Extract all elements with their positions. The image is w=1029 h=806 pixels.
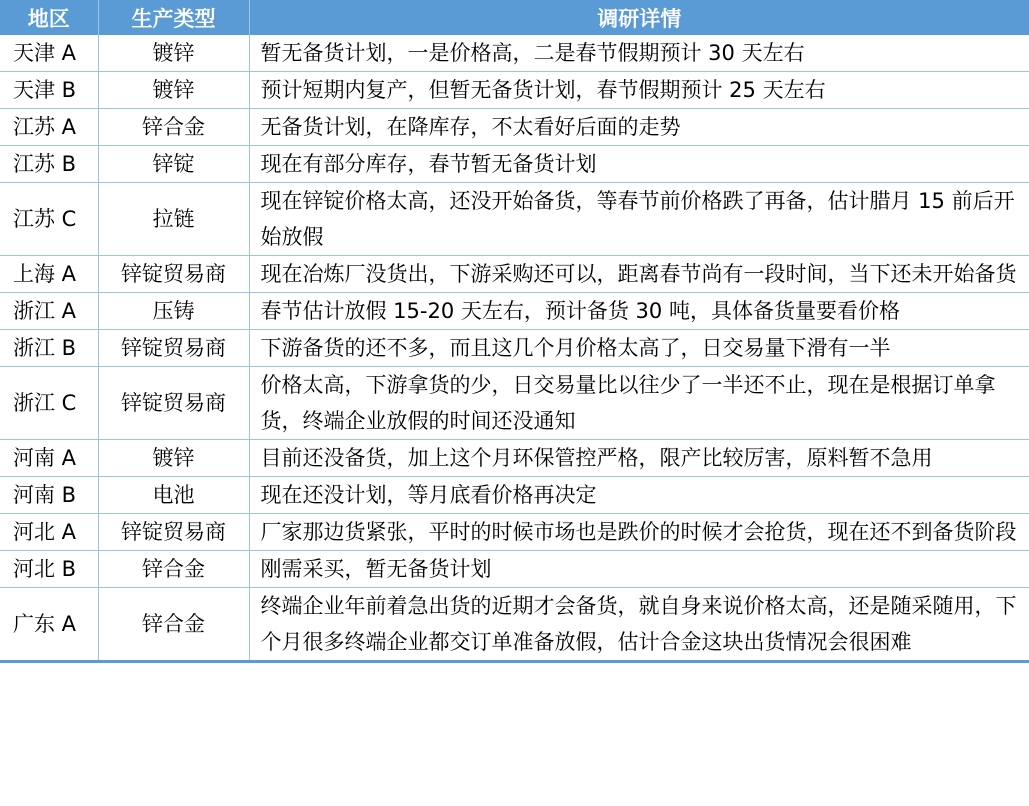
table-row (0, 35, 1029, 72)
header-region: 地区 (0, 0, 98, 35)
table-row (0, 330, 1029, 367)
table-row (0, 256, 1029, 293)
region-cell: 上海 A (0, 256, 98, 293)
type-cell: 锌合金 (98, 551, 249, 588)
details-cell: 无备货计划，在降库存，不太看好后面的走势 (249, 109, 1029, 146)
table-row (0, 109, 1029, 146)
header-production-type: 生产类型 (98, 0, 249, 35)
region-cell: 浙江 B (0, 330, 98, 367)
table-row (0, 183, 1029, 256)
type-cell: 锌锭贸易商 (98, 330, 249, 367)
region-cell: 天津 A (0, 35, 98, 72)
region-cell: 江苏 B (0, 146, 98, 183)
details-cell: 刚需采买，暂无备货计划 (249, 551, 1029, 588)
region-cell: 浙江 A (0, 293, 98, 330)
type-cell: 锌锭贸易商 (98, 256, 249, 293)
table-row (0, 440, 1029, 477)
details-cell: 春节估计放假 15-20 天左右，预计备货 30 吨，具体备货量要看价格 (249, 293, 1029, 330)
region-cell: 河北 A (0, 514, 98, 551)
table-row (0, 551, 1029, 588)
region-cell: 河南 B (0, 477, 98, 514)
type-cell: 锌锭 (98, 146, 249, 183)
table-row (0, 146, 1029, 183)
type-cell: 电池 (98, 477, 249, 514)
table-row (0, 514, 1029, 551)
region-cell: 广东 A (0, 588, 98, 662)
details-cell: 终端企业年前着急出货的近期才会备货，就自身来说价格太高，还是随采随用，下个月很多终端企业都交订单准备放假，估计合金这块出货情况会很困难 (249, 588, 1029, 662)
table-body (0, 35, 1029, 662)
region-cell: 河南 A (0, 440, 98, 477)
type-cell: 锌合金 (98, 109, 249, 146)
header-survey-details: 调研详情 (249, 0, 1029, 35)
details-cell: 现在冶炼厂没货出，下游采购还可以，距离春节尚有一段时间，当下还未开始备货 (249, 256, 1029, 293)
table-row (0, 293, 1029, 330)
table-row (0, 72, 1029, 109)
region-cell: 浙江 C (0, 367, 98, 440)
details-cell: 现在还没计划，等月底看价格再决定 (249, 477, 1029, 514)
details-cell: 厂家那边货紧张，平时的时候市场也是跌价的时候才会抢货，现在还不到备货阶段 (249, 514, 1029, 551)
details-cell: 现在有部分库存，春节暂无备货计划 (249, 146, 1029, 183)
region-cell: 河北 B (0, 551, 98, 588)
region-cell: 江苏 C (0, 183, 98, 256)
header-row (0, 0, 1029, 35)
region-cell: 天津 B (0, 72, 98, 109)
table-row (0, 367, 1029, 440)
details-cell: 下游备货的还不多，而且这几个月价格太高了，日交易量下滑有一半 (249, 330, 1029, 367)
type-cell: 锌锭贸易商 (98, 367, 249, 440)
details-cell: 价格太高，下游拿货的少，日交易量比以往少了一半还不止，现在是根据订单拿货，终端企业放假的时间还没通知 (249, 367, 1029, 440)
details-cell: 目前还没备货，加上这个月环保管控严格，限产比较厉害，原料暂不急用 (249, 440, 1029, 477)
details-cell: 现在锌锭价格太高，还没开始备货，等春节前价格跌了再备，估计腊月 15 前后开始放假 (249, 183, 1029, 256)
details-cell: 预计短期内复产，但暂无备货计划，春节假期预计 25 天左右 (249, 72, 1029, 109)
region-cell: 江苏 A (0, 109, 98, 146)
type-cell: 镀锌 (98, 72, 249, 109)
details-cell: 暂无备货计划，一是价格高，二是春节假期预计 30 天左右 (249, 35, 1029, 72)
type-cell: 锌合金 (98, 588, 249, 662)
table-row (0, 588, 1029, 662)
type-cell: 镀锌 (98, 440, 249, 477)
type-cell: 锌锭贸易商 (98, 514, 249, 551)
table-header (0, 0, 1029, 35)
table-row (0, 477, 1029, 514)
type-cell: 压铸 (98, 293, 249, 330)
type-cell: 镀锌 (98, 35, 249, 72)
type-cell: 拉链 (98, 183, 249, 256)
